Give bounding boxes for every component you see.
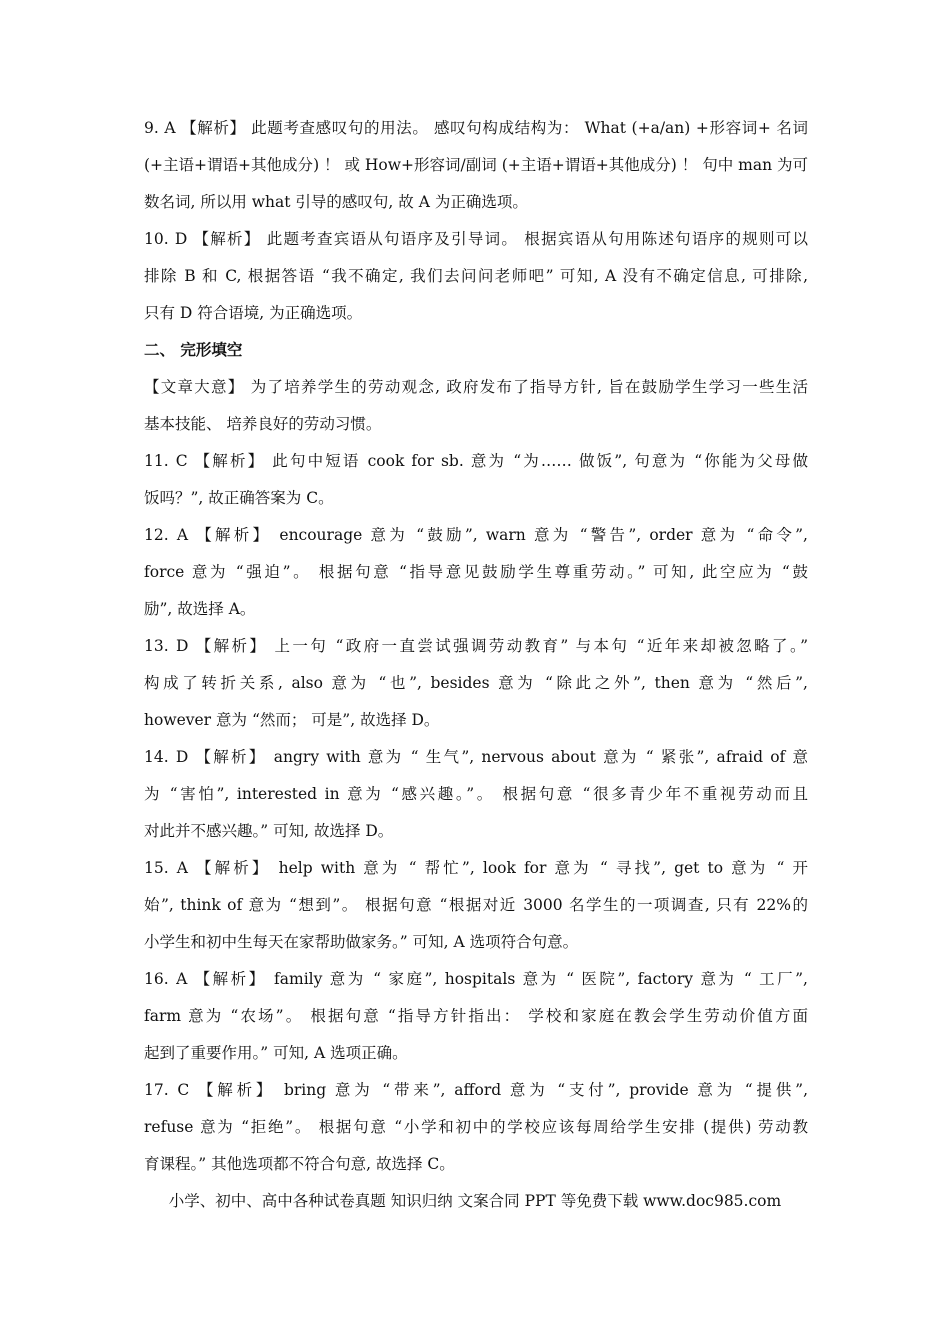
- q14-line-2: 为 “害怕”, interested in 意为 “感兴趣。”。 根据句意 “很多青少年不重视劳动而且: [144, 785, 808, 803]
- q10-line-2: 排除 B 和 C, 根据答语 “我不确定, 我们去问问老师吧” 可知, A 没有不确定信息, 可排除,: [144, 267, 808, 285]
- page-footer: 小学、初中、高中各种试卷真题 知识归纳 文案合同 PPT 等免费下载 www.doc985.com: [168, 1192, 782, 1210]
- q12-line-1: 12. A 【解析】 encourage 意为 “鼓励”, warn 意为 “警告”, order 意为 “命令”,: [144, 526, 808, 544]
- q14-line-3: 对此并不感兴趣。” 可知, 故选择 D。: [144, 822, 394, 840]
- q13-line-2: 构成了转折关系, also 意为 “也”, besides 意为 “除此之外”, then 意为 “然后”,: [144, 674, 808, 692]
- section-heading-cloze: 二、 完形填空: [144, 341, 243, 359]
- q9-line-2: (+主语+谓语+其他成分) ！ 或 How+形容词/副词 (+主语+谓语+其他成分) ！ 句中 man 为可: [144, 156, 808, 174]
- q15-line-2: 始”, think of 意为 “想到”。 根据句意 “根据对近 3000 名学生的一项调查, 只有 22%的: [144, 896, 808, 914]
- q14-line-1: 14. D 【解析】 angry with 意为 “ 生气”, nervous about 意为 “ 紧张”, afraid of 意: [144, 748, 808, 766]
- q16-line-3: 起到了重要作用。” 可知, A 选项正确。: [144, 1044, 408, 1062]
- summary-line-2: 基本技能、 培养良好的劳动习惯。: [144, 415, 382, 433]
- q10-line-1: 10. D 【解析】 此题考查宾语从句语序及引导词。 根据宾语从句用陈述句语序的规则可以: [144, 230, 808, 248]
- q11-line-1: 11. C 【解析】 此句中短语 cook for sb. 意为 “为…… 做饭”, 句意为 “你能为父母做: [144, 452, 808, 470]
- q12-line-2: force 意为 “强迫”。 根据句意 “指导意见鼓励学生尊重劳动。” 可知, 此空应为 “鼓: [144, 563, 808, 581]
- q12-line-3: 励”, 故选择 A。: [144, 600, 256, 618]
- q17-line-2: refuse 意为 “拒绝”。 根据句意 “小学和初中的学校应该每周给学生安排 (提供) 劳动教: [144, 1118, 808, 1136]
- q9-line-1: 9. A 【解析】 此题考查感叹句的用法。 感叹句构成结构为： What (+a/an) +形容词+ 名词: [144, 119, 808, 137]
- q16-line-2: farm 意为 “农场”。 根据句意 “指导方针指出： 学校和家庭在教会学生劳动价值方面: [144, 1007, 808, 1025]
- q11-line-2: 饭吗？”, 故正确答案为 C。: [144, 489, 334, 507]
- summary-line-1: 【文章大意】 为了培养学生的劳动观念, 政府发布了指导方针, 旨在鼓励学生学习一些生活: [144, 378, 808, 396]
- q10-line-3: 只有 D 符合语境, 为正确选项。: [144, 304, 363, 322]
- q17-line-3: 育课程。” 其他选项都不符合句意, 故选择 C。: [144, 1155, 455, 1173]
- q17-line-1: 17. C 【解析】 bring 意为 “带来”, afford 意为 “支付”, provide 意为 “提供”,: [144, 1081, 808, 1099]
- q15-line-1: 15. A 【解析】 help with 意为 “ 帮忙”, look for 意为 “ 寻找”, get to 意为 “ 开: [144, 859, 808, 877]
- q16-line-1: 16. A 【解析】 family 意为 “ 家庭”, hospitals 意为 “ 医院”, factory 意为 “ 工厂”,: [144, 970, 808, 988]
- document-body: [144, 110, 808, 1183]
- q13-line-3: however 意为 “然而； 可是”, 故选择 D。: [144, 711, 440, 729]
- q9-line-3: 数名词, 所以用 what 引导的感叹句, 故 A 为正确选项。: [144, 193, 528, 211]
- q15-line-3: 小学生和初中生每天在家帮助做家务。” 可知, A 选项符合句意。: [144, 933, 579, 951]
- q13-line-1: 13. D 【解析】 上一句 “政府一直尝试强调劳动教育” 与本句 “近年来却被忽略了。”: [144, 637, 808, 655]
